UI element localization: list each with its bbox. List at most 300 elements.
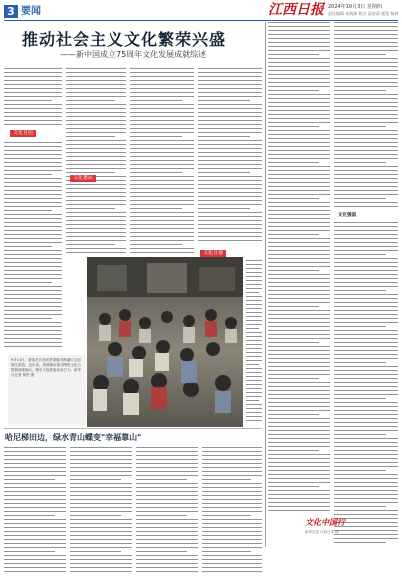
text-line [268, 490, 330, 491]
text-line [246, 416, 262, 417]
text-line [198, 212, 262, 213]
text-line [334, 358, 398, 359]
text-line [334, 278, 398, 279]
text-line [4, 88, 62, 89]
text-line [334, 422, 398, 423]
text-line [246, 340, 262, 341]
text-line [136, 451, 198, 452]
text-line [198, 232, 262, 233]
text-line [334, 450, 398, 451]
text-line [268, 386, 330, 387]
text-line [198, 236, 262, 237]
text-line [130, 72, 194, 73]
text-line [198, 216, 262, 217]
text-line [4, 475, 66, 476]
article-col-4 [198, 68, 262, 246]
text-line [334, 34, 398, 35]
text-line [66, 196, 126, 197]
text-line [130, 164, 194, 165]
text-line [198, 132, 262, 133]
text-line [66, 132, 126, 133]
text-line [334, 454, 398, 455]
text-line [4, 112, 62, 113]
text-line [268, 314, 330, 315]
text-line [268, 258, 330, 259]
text-line [66, 228, 126, 229]
text-line [130, 156, 194, 157]
text-line [268, 326, 330, 327]
text-line [136, 551, 187, 552]
text-line [334, 178, 398, 179]
text-line [4, 278, 62, 279]
text-line [334, 234, 398, 235]
article-col-1a [4, 68, 62, 128]
text-line [202, 507, 262, 508]
text-line [202, 499, 262, 500]
text-line [130, 228, 194, 229]
text-line [136, 535, 198, 536]
text-line [334, 226, 398, 227]
text-line [4, 222, 62, 223]
text-line [334, 474, 398, 475]
text-line [198, 240, 262, 241]
text-line [334, 30, 398, 31]
text-line [334, 398, 386, 399]
text-line [202, 487, 262, 488]
text-line [4, 194, 62, 195]
text-line [202, 455, 262, 456]
text-line [268, 362, 330, 363]
text-line [268, 382, 330, 383]
text-line [334, 106, 398, 107]
text-line [70, 535, 132, 536]
text-line [268, 502, 330, 503]
text-line [268, 338, 330, 339]
text-line [4, 158, 62, 159]
text-line [4, 555, 66, 556]
text-line [70, 519, 132, 520]
text-line [130, 248, 194, 249]
text-line [334, 494, 398, 495]
text-line [268, 250, 330, 251]
text-line [246, 312, 262, 313]
text-line [334, 122, 398, 123]
text-line [334, 506, 386, 507]
text-line [130, 172, 182, 173]
text-line [136, 455, 198, 456]
text-line [198, 136, 250, 137]
text-line [198, 204, 262, 205]
text-line [334, 22, 398, 23]
bottom-col-4 [202, 447, 262, 575]
text-line [334, 334, 398, 335]
text-line [268, 230, 330, 231]
text-line [4, 527, 66, 528]
text-line [268, 330, 330, 331]
text-line [202, 543, 262, 544]
text-line [4, 447, 66, 448]
text-line [334, 142, 398, 143]
text-line [130, 176, 194, 177]
text-line [66, 160, 126, 161]
text-line [4, 346, 62, 347]
text-line [130, 96, 194, 97]
article-col-1b [4, 142, 62, 350]
text-line [4, 154, 62, 155]
text-line [130, 204, 194, 205]
text-line [246, 284, 262, 285]
text-line [66, 80, 126, 81]
text-line [334, 46, 398, 47]
text-line [202, 495, 262, 496]
text-line [268, 354, 330, 355]
text-line [4, 116, 62, 117]
right-col-2a [334, 22, 398, 212]
text-line [198, 92, 262, 93]
text-line [70, 559, 132, 560]
text-line [130, 112, 194, 113]
text-line [334, 486, 398, 487]
text-line [136, 471, 198, 472]
text-line [202, 551, 251, 552]
text-line [70, 447, 132, 448]
text-line [202, 519, 262, 520]
text-line [334, 302, 398, 303]
text-line [334, 38, 398, 39]
text-line [246, 392, 262, 393]
text-line [130, 200, 194, 201]
text-line [202, 563, 262, 564]
text-line [334, 270, 398, 271]
text-line [4, 246, 52, 247]
text-line [130, 188, 194, 189]
text-line [4, 84, 62, 85]
text-line [334, 166, 398, 167]
text-line [334, 366, 398, 367]
text-line [198, 112, 262, 113]
text-line [66, 204, 126, 205]
text-line [66, 96, 126, 97]
text-line [268, 254, 330, 255]
text-line [268, 446, 330, 447]
text-line [246, 288, 262, 289]
text-line [4, 302, 62, 303]
text-line [70, 523, 132, 524]
text-line [268, 422, 330, 423]
text-line [268, 62, 330, 63]
text-line [70, 563, 132, 564]
photo-caption-box [8, 355, 86, 425]
text-line [4, 104, 62, 105]
text-line [334, 134, 398, 135]
text-line [198, 124, 262, 125]
text-line [246, 396, 262, 397]
text-line [334, 362, 386, 363]
text-line [268, 438, 330, 439]
text-line [4, 270, 62, 271]
text-line [4, 68, 62, 69]
text-line [334, 146, 398, 147]
text-line [130, 84, 194, 85]
text-line [268, 462, 330, 463]
text-line [130, 140, 194, 141]
text-line [268, 58, 330, 59]
text-line [136, 447, 198, 448]
text-line [334, 130, 398, 131]
text-line [66, 104, 126, 105]
text-line [198, 172, 250, 173]
text-line [202, 527, 262, 528]
text-line [268, 366, 330, 367]
text-line [130, 184, 194, 185]
text-line [4, 467, 66, 468]
text-line [136, 555, 198, 556]
text-line [268, 34, 330, 35]
masthead-logo: 江西日报 [268, 2, 324, 18]
text-line [268, 322, 330, 323]
text-line [334, 174, 398, 175]
article-col-2 [66, 68, 126, 256]
text-line [268, 350, 330, 351]
text-line [4, 515, 55, 516]
text-line [70, 515, 121, 516]
text-line [268, 302, 330, 303]
text-line [130, 232, 194, 233]
text-line [334, 310, 398, 311]
text-line [202, 491, 262, 492]
text-line [246, 304, 262, 305]
text-line [4, 539, 66, 540]
text-line [4, 318, 52, 319]
bottom-article-headline: 哈尼梯田边，绿水青山蝶变"幸福靠山" [5, 432, 142, 442]
text-line [334, 242, 398, 243]
text-line [334, 86, 398, 87]
text-line [70, 527, 132, 528]
text-line [4, 218, 62, 219]
text-line [334, 154, 398, 155]
text-line [130, 148, 194, 149]
bottom-col-2 [70, 447, 132, 575]
text-line [198, 164, 262, 165]
text-line [334, 186, 398, 187]
subhead-tag-2: 文化惠民 [70, 175, 96, 182]
text-line [4, 242, 62, 243]
text-line [268, 150, 330, 151]
text-line [334, 378, 398, 379]
text-line [130, 212, 194, 213]
text-line [268, 142, 330, 143]
text-line [4, 210, 52, 211]
text-line [268, 358, 330, 359]
text-line [268, 158, 330, 159]
text-line [268, 426, 330, 427]
text-line [4, 451, 66, 452]
text-line [198, 100, 250, 101]
text-line [4, 551, 55, 552]
text-line [66, 168, 126, 169]
text-line [70, 507, 132, 508]
text-line [136, 515, 187, 516]
text-line [246, 372, 262, 373]
text-line [136, 543, 198, 544]
text-line [130, 124, 194, 125]
text-line [334, 482, 398, 483]
text-line [136, 495, 198, 496]
text-line [268, 274, 330, 275]
text-line [268, 286, 330, 287]
text-line [4, 238, 62, 239]
text-line [334, 330, 398, 331]
text-line [70, 567, 132, 568]
text-line [334, 386, 398, 387]
text-line [246, 400, 259, 401]
text-line [202, 471, 262, 472]
text-line [268, 430, 330, 431]
text-line [334, 406, 398, 407]
text-line [136, 523, 198, 524]
text-line [4, 559, 66, 560]
text-line [4, 342, 62, 343]
text-line [246, 292, 259, 293]
text-line [334, 306, 398, 307]
text-line [4, 120, 62, 121]
text-line [246, 276, 262, 277]
text-line [4, 250, 62, 251]
text-line [136, 467, 198, 468]
text-line [4, 178, 62, 179]
text-line [268, 98, 330, 99]
text-line [70, 487, 132, 488]
text-line [66, 172, 115, 173]
text-line [246, 404, 262, 405]
text-line [334, 354, 398, 355]
text-line [268, 202, 330, 203]
text-line [70, 467, 132, 468]
text-line [268, 294, 330, 295]
text-line [334, 442, 398, 443]
text-line [4, 186, 62, 187]
text-line [246, 388, 262, 389]
text-line [202, 547, 262, 548]
text-line [4, 334, 62, 335]
text-line [334, 266, 398, 267]
text-line [70, 547, 132, 548]
text-line [334, 374, 398, 375]
text-line [66, 224, 126, 225]
text-line [4, 230, 62, 231]
text-line [268, 130, 330, 131]
text-line [334, 434, 386, 435]
text-line [130, 120, 194, 121]
text-line [246, 268, 262, 269]
text-line [202, 539, 262, 540]
text-line [136, 483, 198, 484]
column-divider [265, 22, 266, 547]
text-line [130, 252, 194, 253]
text-line [4, 226, 62, 227]
text-line [66, 120, 126, 121]
text-line [268, 134, 330, 135]
text-line [334, 78, 398, 79]
series-logo-credit: 新华社发 江西日报 图 [305, 530, 339, 534]
text-line [268, 442, 330, 443]
text-line [268, 194, 330, 195]
text-line [66, 144, 126, 145]
text-line [268, 66, 330, 67]
text-line [4, 535, 66, 536]
text-line [4, 326, 62, 327]
text-line [334, 202, 398, 203]
text-line [268, 290, 330, 291]
text-line [334, 230, 398, 231]
text-line [268, 306, 319, 307]
text-line [268, 94, 330, 95]
text-line [202, 531, 262, 532]
text-line [334, 58, 398, 59]
text-line [66, 208, 115, 209]
text-line [334, 82, 398, 83]
text-line [130, 224, 194, 225]
text-line [130, 88, 194, 89]
text-line [334, 190, 398, 191]
text-line [334, 322, 398, 323]
text-line [268, 242, 330, 243]
text-line [198, 148, 262, 149]
text-line [198, 184, 262, 185]
text-line [268, 310, 330, 311]
text-line [130, 152, 194, 153]
text-line [334, 502, 398, 503]
text-line [4, 322, 62, 323]
text-line [70, 503, 132, 504]
text-line [268, 374, 330, 375]
text-line [268, 30, 330, 31]
text-line [198, 224, 262, 225]
text-line [246, 260, 262, 261]
text-line [66, 112, 126, 113]
text-line [66, 236, 126, 237]
text-line [268, 318, 330, 319]
article-headline: 推动社会主义文化繁荣兴盛 [22, 30, 227, 49]
text-line [268, 22, 330, 23]
text-line [268, 334, 330, 335]
text-line [130, 68, 194, 69]
text-line [334, 426, 398, 427]
text-line [198, 200, 262, 201]
text-line [4, 266, 62, 267]
text-line [4, 531, 66, 532]
text-line [334, 206, 398, 207]
text-line [4, 162, 62, 163]
text-line [268, 238, 330, 239]
article-col-4b [246, 260, 262, 425]
text-line [4, 286, 62, 287]
text-line [268, 86, 330, 87]
text-line [334, 198, 386, 199]
text-line [4, 108, 62, 109]
text-line [136, 487, 198, 488]
text-line [334, 314, 398, 315]
text-line [268, 198, 319, 199]
text-line [198, 188, 262, 189]
text-line [334, 114, 398, 115]
text-line [66, 124, 126, 125]
text-line [334, 138, 398, 139]
text-line [130, 216, 194, 217]
text-line [334, 62, 398, 63]
text-line [4, 571, 66, 572]
text-line [66, 72, 126, 73]
